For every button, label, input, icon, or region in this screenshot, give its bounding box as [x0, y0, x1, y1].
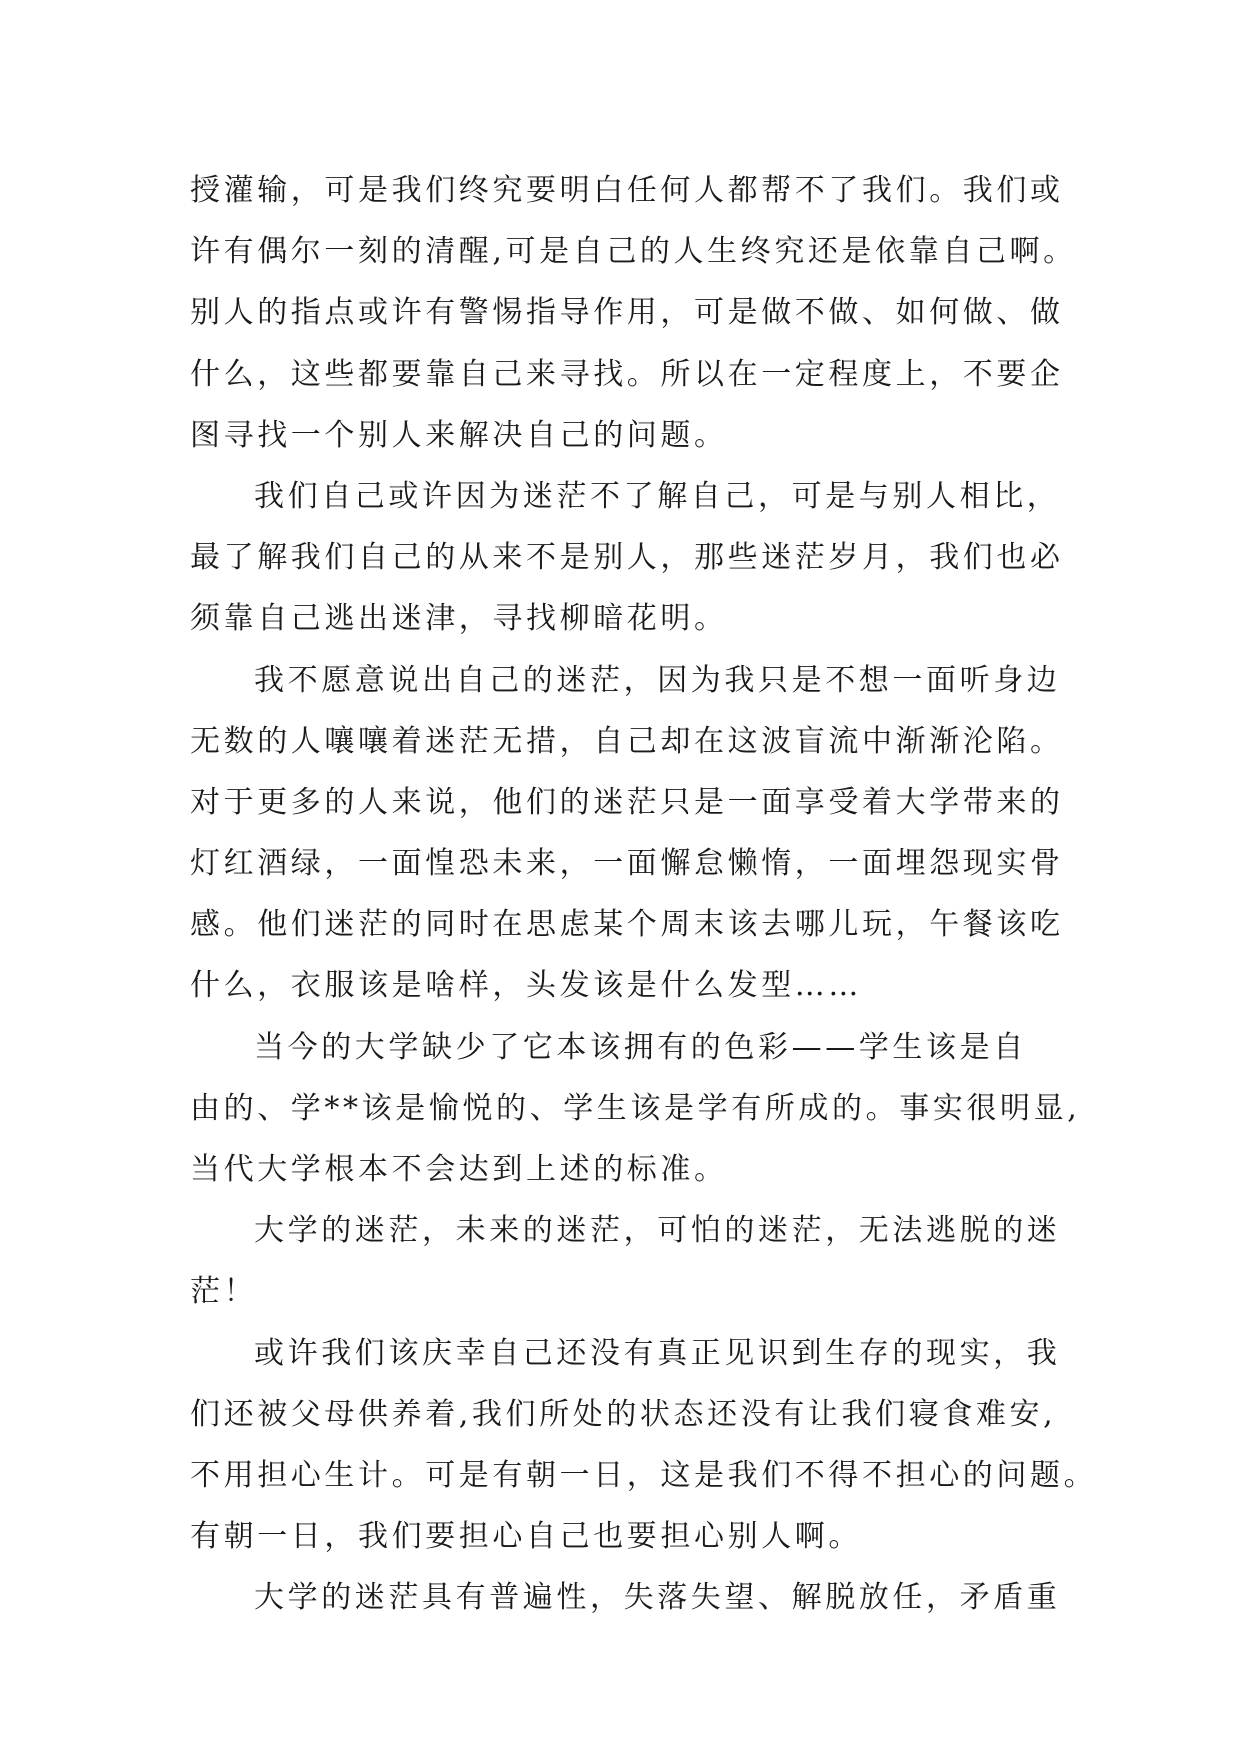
text-line: 别人的指点或许有警惕指导作用，可是做不做、如何做、做 — [190, 295, 1064, 331]
text-line: 感。他们迷茫的同时在思虑某个周末该去哪儿玩，午餐该吃 — [190, 907, 1064, 943]
text-line: 须靠自己逃出迷津，寻找柳暗花明。 — [190, 601, 728, 637]
text-line: 授灌输，可是我们终究要明白任何人都帮不了我们。我们或 — [190, 173, 1064, 208]
paragraph-start-line: 我不愿意说出自己的迷茫，因为我只是不想一面听身边 — [254, 662, 1061, 698]
text-line: 最了解我们自己的从来不是别人，那些迷茫岁月，我们也必 — [190, 540, 1064, 576]
text-line: 不用担心生计。可是有朝一日，这是我们不得不担心的问题。 — [190, 1457, 1098, 1493]
text-line: 茫！ — [190, 1274, 258, 1310]
paragraph-start-line: 或许我们该庆幸自己还没有真正见识到生存的现实，我 — [254, 1335, 1061, 1371]
paragraph-start-line: 大学的迷茫，未来的迷茫，可怕的迷茫，无法逃脱的迷 — [254, 1213, 1061, 1249]
text-line: 什么，这些都要靠自己来寻找。所以在一定程度上，不要企 — [190, 356, 1064, 392]
text-line: 当代大学根本不会达到上述的标准。 — [190, 1152, 728, 1187]
text-line: 们还被父母供养着,我们所处的状态还没有让我们寝食难安, — [190, 1396, 1057, 1432]
text-line: 由的、学**该是愉悦的、学生该是学有所成的。事实很明显, — [190, 1090, 1081, 1126]
text-line: 无数的人嚷嚷着迷茫无措，自己却在这波盲流中渐渐沦陷。 — [190, 723, 1064, 759]
text-line: 对于更多的人来说，他们的迷茫只是一面享受着大学带来的 — [190, 784, 1064, 820]
text-line: 有朝一日，我们要担心自己也要担心别人啊。 — [190, 1519, 862, 1555]
paragraph-start-line: 当今的大学缺少了它本该拥有的色彩——学生该是自 — [254, 1029, 1027, 1065]
text-line: 灯红酒绿，一面惶恐未来，一面懈怠懒惰，一面埋怨现实骨 — [190, 846, 1064, 882]
text-line: 什么，衣服该是啥样，头发该是什么发型…… — [190, 968, 862, 1004]
paragraph-start-line: 大学的迷茫具有普遍性，失落失望、解脱放任，矛盾重 — [254, 1580, 1061, 1616]
text-line: 许有偶尔一刻的清醒,可是自己的人生终究还是依靠自己啊。 — [190, 234, 1077, 270]
paragraph-start-line: 我们自己或许因为迷茫不了解自己，可是与别人相比， — [254, 478, 1061, 514]
document-body — [190, 160, 1098, 1629]
text-line: 图寻找一个别人来解决自己的问题。 — [190, 417, 728, 453]
